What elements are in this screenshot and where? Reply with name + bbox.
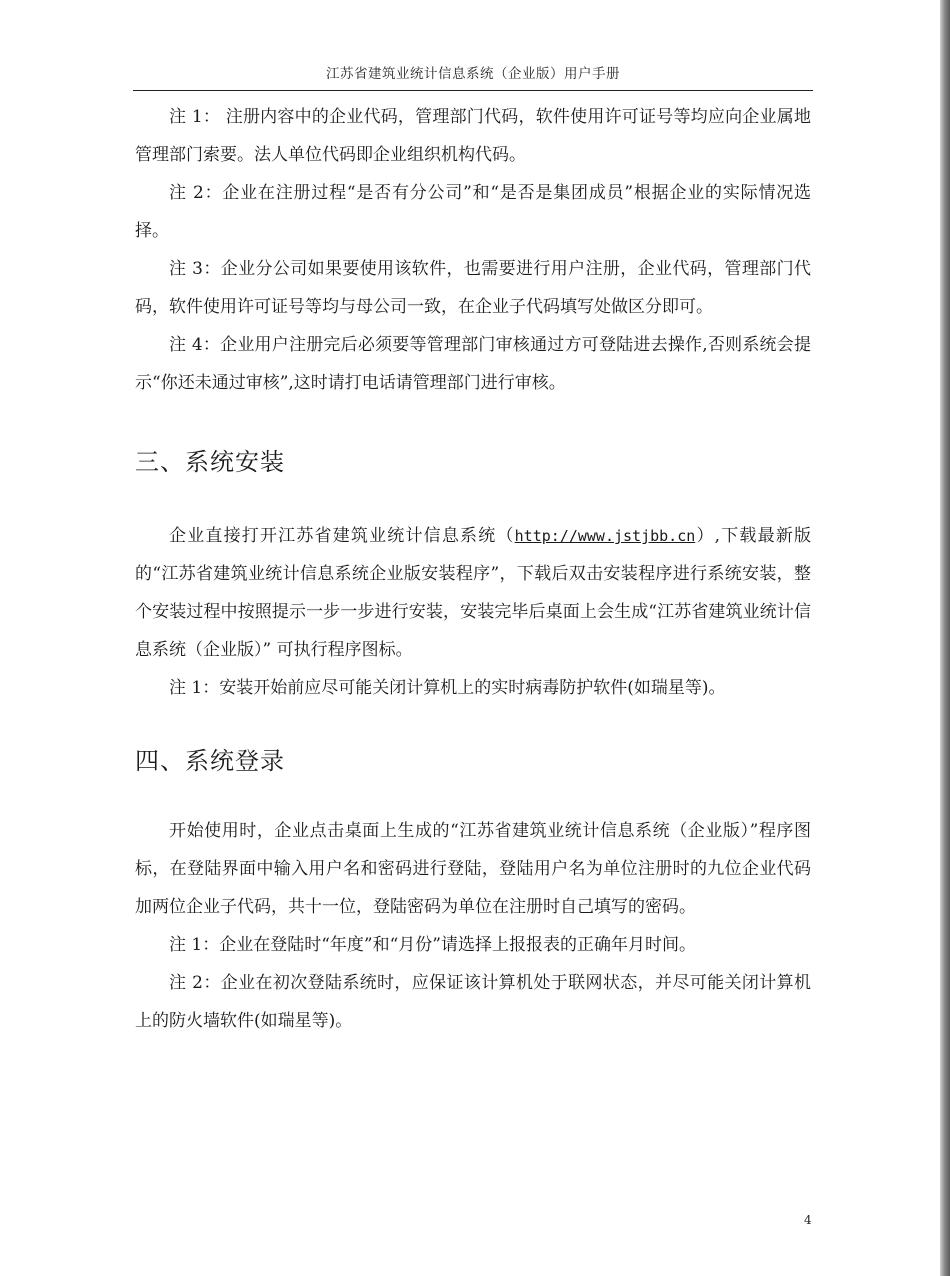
website-link[interactable]: http://www.jstjbb.cn — [514, 527, 696, 545]
install-text-before-link: 企业直接打开江苏省建筑业统计信息系统（ — [169, 526, 515, 546]
note-approval: 注 4：企业用户注册完后必须要等管理部门审核通过方可登陆进去操作,否则系统会提示“你还未通过审核”,这时请打电话请管理部门进行审核。 — [135, 335, 811, 393]
login-note-network: 注 2：企业在初次登陆系统时，应保证该计算机处于联网状态，并尽可能关闭计算机上的防火墙软件(如瑞星等)。 — [135, 973, 811, 1031]
page-edge-shadow — [940, 0, 950, 1276]
note-branch-registration: 注 3：企业分公司如果要使用该软件，也需要进行用户注册，企业代码，管理部门代码，软件使用许可证号等均与母公司一致，在企业子代码填写处做区分即可。 — [135, 259, 811, 317]
login-paragraph: 开始使用时，企业点击桌面上生成的“江苏省建筑业统计信息系统（企业版）”程序图标，在登陆界面中输入用户名和密码进行登陆，登陆用户名为单位注册时的九位企业代码加两位企业子代码，共十一位，登陆密码为单位在注册时自己填写的密码。 — [135, 821, 811, 917]
note-branch-group: 注 2：企业在注册过程“是否有分公司”和“是否是集团成员”根据企业的实际情况选择。 — [135, 183, 811, 241]
section-heading-install: 三、系统安装 — [135, 448, 285, 476]
install-text-after-link: ）,下载最新版的“江苏省建筑业统计信息系统企业版安装程序”，下载后双击安装程序进行系统安装，整个安装过程中按照提示一步一步进行安装，安装完毕后桌面上会生成“江苏省建筑业统计信息系统（企业版）” 可执行程序图标。 — [135, 526, 812, 660]
running-header: 江苏省建筑业统计信息系统（企业版）用户手册 — [326, 66, 620, 82]
header-rule — [133, 90, 813, 91]
page-content — [135, 98, 811, 1040]
note-registration-codes: 注 1： 注册内容中的企业代码，管理部门代码，软件使用许可证号等均应向企业属地管理部门索要。法人单位代码即企业组织机构代码。 — [135, 107, 811, 165]
section-heading-login: 四、系统登录 — [135, 747, 285, 775]
install-paragraph — [135, 517, 811, 669]
install-note-antivirus: 注 1：安装开始前应尽可能关闭计算机上的实时病毒防护软件(如瑞星等)。 — [169, 678, 726, 698]
login-note-period: 注 1：企业在登陆时“年度”和“月份”请选择上报报表的正确年月时间。 — [169, 935, 696, 955]
page-number: 4 — [804, 1213, 812, 1227]
